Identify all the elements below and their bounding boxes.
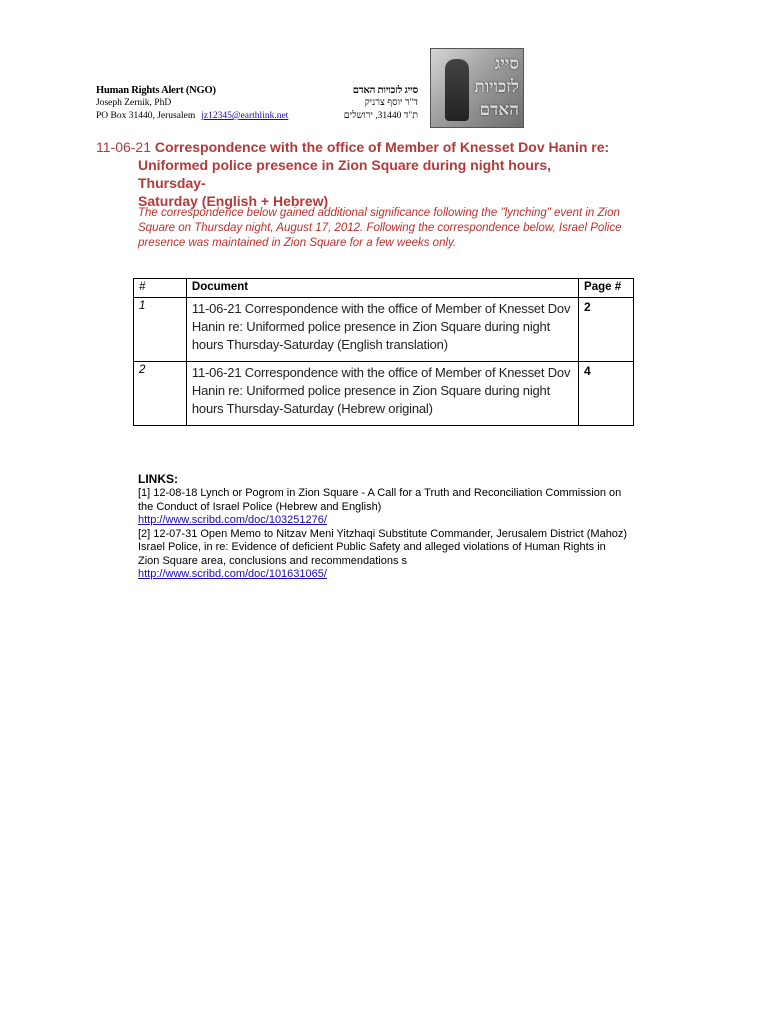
title-line-1: Correspondence with the office of Member of Knesset Dov Hanin re: — [154, 139, 610, 155]
intro-paragraph: The correspondence below gained additional significance following the "lynching" event in Zion Square on Thursday night, August 17, 2012. Following the correspondence below, Israel Police presence was maintained in Zion Square for a few weeks only. — [138, 207, 622, 249]
author-name-english: Joseph Zernik, PhD — [96, 98, 172, 108]
row-document: 11-06-21 Correspondence with the office of Member of Knesset Dov Hanin re: Uniformed police presence in Zion Square during night hours Thursday-Saturday (Hebrew original) — [186, 362, 578, 426]
document-title — [96, 138, 616, 210]
address-english: PO Box 31440, Jerusalem — [96, 111, 196, 121]
row-page: 4 — [579, 362, 634, 426]
table-header-row — [134, 279, 634, 298]
link-item-text: [1] 12-08-18 Lynch or Pogrom in Zion Square - A Call for a Truth and Reconciliation Commission on the Conduct of Israel Police (Hebrew and English) — [138, 487, 622, 513]
address-hebrew: ת"ד 31440, ירושלים — [343, 111, 418, 121]
links-heading: LINKS: — [138, 472, 178, 486]
table-row — [134, 362, 634, 426]
link-url[interactable]: http://www.scribd.com/doc/103251276/ — [138, 514, 327, 526]
letterhead-hebrew — [328, 84, 418, 123]
documents-table — [133, 278, 634, 426]
email-link[interactable]: jz12345@earthlink.net — [201, 111, 289, 121]
header-number: # — [134, 279, 187, 298]
row-number: 1 — [134, 298, 187, 362]
org-name-english: Human Rights Alert (NGO) — [96, 85, 216, 96]
org-name-hebrew: סייג לזכויות האדם — [352, 85, 418, 96]
table-row — [134, 298, 634, 362]
address-line-english — [96, 110, 288, 123]
logo-text: סייג לזכויות האדם — [474, 54, 519, 120]
link-item-text: [2] 12-07-31 Open Memo to Nitzav Meni Yitzhaqi Substitute Commander, Jerusalem District (Mahoz) Israel Police, in re: Evidence of deficient Public Safety and alleged violations of Human Rights in Zion Square area, conclusions and recommendations s — [138, 527, 628, 567]
header-page: Page # — [579, 279, 634, 298]
row-document: 11-06-21 Correspondence with the office of Member of Knesset Dov Hanin re: Uniformed police presence in Zion Square during night hours Thursday-Saturday (English translation) — [186, 298, 578, 362]
organization-logo — [430, 48, 524, 128]
links-section — [138, 472, 628, 582]
header-document: Document — [186, 279, 578, 298]
row-page: 2 — [579, 298, 634, 362]
row-number: 2 — [134, 362, 187, 426]
title-date: 11-06-21 — [96, 139, 152, 155]
author-name-hebrew: ד"ר יוסף צרניק — [364, 98, 418, 108]
link-url[interactable]: http://www.scribd.com/doc/101631065/ — [138, 568, 327, 580]
title-line-3: Saturday (English + Hebrew) — [138, 193, 329, 209]
letterhead-english — [96, 84, 288, 123]
title-line-2: Uniformed police presence in Zion Square during night hours, Thursday- — [138, 157, 552, 191]
